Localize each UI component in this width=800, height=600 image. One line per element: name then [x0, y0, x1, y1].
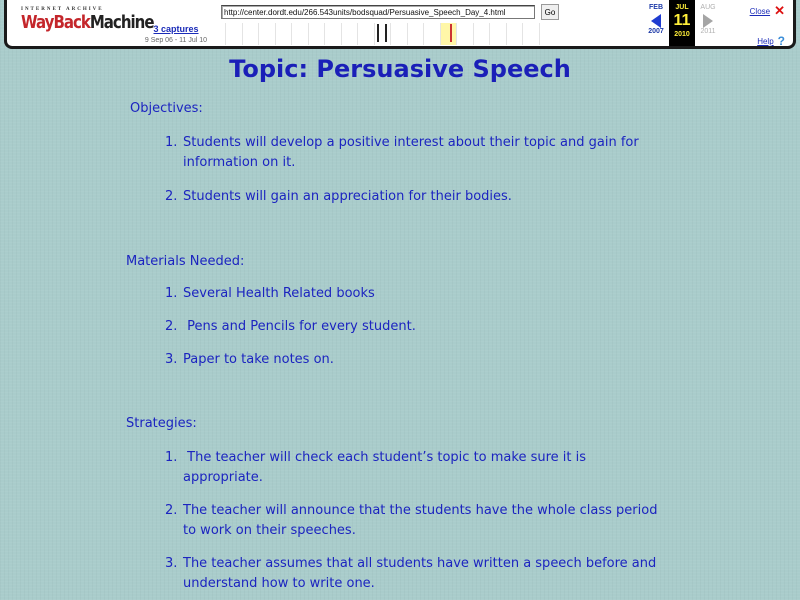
prev-year: 2007 [648, 28, 664, 35]
list-text: The teacher assumes that all students have written a speech before and understand how to write one. [183, 556, 657, 591]
list-text: Students will gain an appreciation for their bodies. [183, 189, 512, 204]
wayback-logo[interactable] [21, 7, 154, 33]
current-capture [669, 0, 695, 46]
prev-capture[interactable] [643, 0, 669, 46]
timeline-year[interactable] [473, 23, 490, 45]
timeline-year[interactable] [341, 23, 358, 45]
timeline-year[interactable] [489, 23, 506, 45]
list-text: Several Health Related books [183, 286, 375, 301]
timeline-year[interactable] [390, 23, 407, 45]
logo-wordmark [21, 11, 154, 33]
close-row[interactable] [750, 4, 785, 18]
help-row[interactable] [750, 34, 785, 48]
arrow-right-icon [703, 14, 713, 28]
timeline-year[interactable] [225, 23, 242, 45]
objectives-list [165, 133, 661, 207]
list-item [165, 284, 661, 304]
wayback-toolbar [4, 0, 796, 49]
url-input[interactable] [221, 5, 535, 19]
list-number: 3. [165, 352, 178, 367]
logo-internet-archive-text: INTERNET ARCHIVE [21, 7, 104, 12]
go-button[interactable]: Go [541, 4, 559, 20]
prev-month: FEB [649, 4, 663, 11]
list-number: 1. [165, 135, 178, 150]
list-number: 2. [165, 319, 178, 334]
section-heading-objectives: Objectives: [130, 101, 203, 116]
close-icon[interactable]: ✕ [774, 3, 785, 18]
captures-link[interactable]: 3 captures [153, 24, 199, 34]
arrow-left-icon[interactable] [651, 14, 661, 28]
timeline-year[interactable] [308, 23, 325, 45]
timeline-year[interactable] [423, 23, 440, 45]
list-text: The teacher will check each student’s topic to make sure it is appropriate. [183, 450, 591, 485]
list-item [165, 133, 661, 173]
timeline-year[interactable] [258, 23, 275, 45]
toolbar-links [750, 4, 785, 48]
list-item [165, 448, 661, 488]
list-item [165, 187, 661, 207]
section-heading-strategies: Strategies: [126, 416, 197, 431]
list-number: 1. [165, 450, 178, 465]
current-month: JUL [675, 4, 689, 11]
next-year: 2011 [700, 28, 716, 35]
page-title: Topic: Persuasive Speech [229, 55, 571, 83]
list-item [165, 501, 661, 541]
timeline-year[interactable] [357, 23, 374, 45]
list-text: The teacher will announce that the students have the whole class period to work on their speeches. [183, 503, 658, 538]
list-item [165, 350, 661, 370]
current-day: 11 [673, 12, 691, 29]
capture-tick-current[interactable] [450, 24, 452, 42]
help-icon[interactable]: ? [777, 34, 785, 48]
timeline-year-current[interactable] [440, 23, 457, 45]
list-item [165, 317, 661, 337]
logo-way-text: WayBack [21, 11, 90, 33]
timeline-year[interactable] [506, 23, 523, 45]
list-number: 3. [165, 556, 178, 571]
url-row [221, 4, 559, 20]
logo-machine-text: Machine [89, 11, 154, 33]
timeline-year[interactable] [522, 23, 539, 45]
close-link[interactable]: Close [749, 6, 771, 16]
list-text: Students will develop a positive interest about their topic and gain for information on it. [183, 135, 639, 170]
capture-timeline[interactable] [225, 23, 555, 45]
list-number: 2. [165, 503, 178, 518]
timeline-year[interactable] [242, 23, 259, 45]
timeline-year[interactable] [324, 23, 341, 45]
list-number: 2. [165, 189, 178, 204]
strategies-list [165, 448, 661, 594]
captures-range: 9 Sep 06 - 11 Jul 10 [144, 37, 208, 44]
list-number: 1. [165, 286, 178, 301]
timeline-year[interactable] [275, 23, 292, 45]
capture-tick[interactable] [385, 24, 387, 42]
timeline-year[interactable] [456, 23, 473, 45]
timeline-year[interactable] [291, 23, 308, 45]
next-month: AUG [700, 4, 716, 11]
list-item [165, 554, 661, 594]
timeline-year[interactable] [407, 23, 424, 45]
list-text: Pens and Pencils for every student. [183, 319, 416, 334]
materials-list [165, 284, 661, 370]
section-heading-materials: Materials Needed: [126, 254, 245, 269]
timeline-year[interactable] [539, 23, 556, 45]
page-content [0, 52, 800, 591]
help-link[interactable]: Help [757, 36, 774, 46]
capture-calendar [643, 0, 721, 46]
next-capture [695, 0, 721, 46]
capture-tick[interactable] [377, 24, 379, 42]
list-text: Paper to take notes on. [183, 352, 334, 367]
timeline-year[interactable] [374, 23, 391, 45]
captures-info [139, 24, 213, 44]
current-year: 2010 [674, 31, 690, 38]
